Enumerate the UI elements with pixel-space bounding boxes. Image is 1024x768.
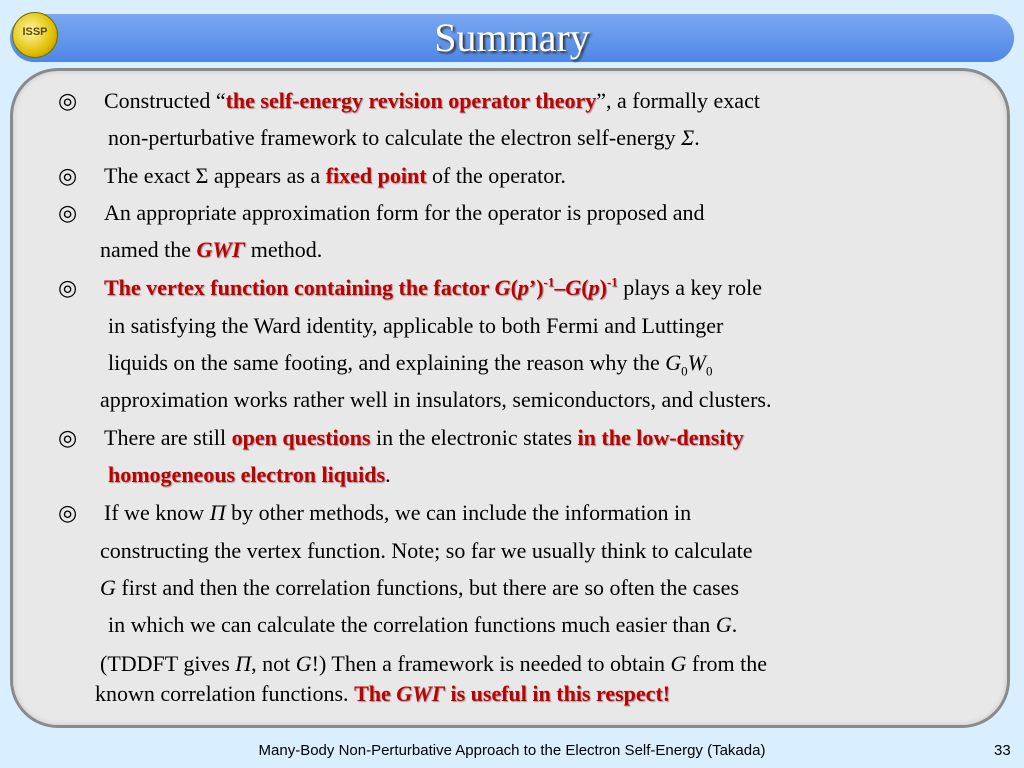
text: liquids on the same footing, and explaining the reason why the — [108, 350, 666, 375]
text: constructing the vertex function. Note; so far we usually think to calculate — [100, 538, 753, 563]
text: ’) — [528, 275, 544, 300]
text: ( — [581, 275, 589, 300]
green-function-symbol: G — [565, 275, 582, 300]
method-name: GWΓ — [396, 681, 445, 706]
text: , not — [251, 651, 296, 676]
text: . — [731, 612, 738, 637]
bullet-5-line-1 — [58, 425, 744, 451]
text: ”, a formally exact — [596, 88, 760, 113]
text: Constructed “ — [104, 88, 226, 113]
bullet-1-line-1 — [58, 88, 760, 114]
text: – — [554, 275, 566, 300]
polarization-symbol: Π — [209, 500, 226, 525]
sigma-symbol: Σ — [681, 125, 695, 150]
highlight-text — [354, 681, 670, 706]
bullet-4-line-2 — [108, 313, 723, 339]
highlight-text: in the low-density — [577, 425, 744, 450]
bullet-icon: ◎ — [58, 425, 78, 450]
highlight-text: GWΓ — [196, 237, 246, 262]
green-function-symbol: G — [295, 651, 312, 676]
bullet-icon: ◎ — [58, 88, 78, 113]
green-function-symbol: G — [100, 575, 116, 600]
text: non-perturbative framework to calculate the electron self-energy — [108, 125, 682, 150]
text: !) Then a framework is needed to obtain — [311, 651, 671, 676]
bullet-6-line-3 — [100, 575, 739, 601]
bullet-3-line-1 — [58, 200, 705, 226]
text: If we know — [104, 500, 210, 525]
green-function-symbol: G — [665, 350, 682, 375]
text: method. — [245, 237, 323, 262]
text: The exact Σ appears as a — [104, 163, 326, 188]
text: ) — [599, 275, 607, 300]
text: in which we can calculate the correlation functions much easier than — [108, 612, 716, 637]
bullet-4-line-4 — [100, 387, 771, 413]
text: first and then the correlation functions, but there are so often the cases — [115, 575, 740, 600]
text: approximation works rather well in insulators, semiconductors, and clusters. — [100, 387, 772, 412]
bullet-icon: ◎ — [58, 275, 78, 300]
footer-text: Many-Body Non-Perturbative Approach to the Electron Self-Energy (Takada) — [258, 742, 766, 759]
momentum-symbol: p — [517, 275, 529, 300]
text: is useful in this respect! — [445, 681, 671, 706]
highlight-text: fixed point — [325, 163, 427, 188]
bullet-4-line-3 — [108, 350, 713, 379]
highlight-text: the self-energy revision operator theory — [225, 88, 597, 113]
text: in satisfying the Ward identity, applicable to both Fermi and Luttinger — [108, 313, 724, 338]
text: There are still — [104, 425, 232, 450]
momentum-symbol: p — [588, 275, 600, 300]
bullet-5-line-2 — [108, 462, 391, 488]
bullet-6-line-2 — [100, 538, 752, 564]
text: ( — [510, 275, 518, 300]
bullet-6-line-6 — [95, 681, 670, 707]
bullet-6-line-1 — [58, 500, 691, 526]
highlight-text — [104, 275, 618, 300]
subscript: 0 — [705, 363, 713, 379]
exponent: -1 — [543, 274, 555, 290]
green-function-symbol: G — [670, 651, 687, 676]
text: plays a key role — [617, 275, 762, 300]
text: known correlation functions. — [95, 681, 355, 706]
text: An appropriate approximation form for the operator is proposed and — [104, 200, 705, 225]
text: The — [354, 681, 397, 706]
bullet-6-line-4 — [108, 612, 737, 638]
text: in the electronic states — [370, 425, 578, 450]
bullet-4-line-1 — [58, 275, 762, 301]
bullet-6-line-5 — [100, 651, 767, 677]
text: by other methods, we can include the information in — [225, 500, 692, 525]
screened-interaction-symbol: W — [687, 350, 706, 375]
bullet-icon: ◎ — [58, 500, 78, 525]
page-number: 33 — [994, 742, 1011, 759]
text: (TDDFT gives — [100, 651, 236, 676]
text: The vertex function containing the factor — [104, 275, 495, 300]
exponent: -1 — [606, 274, 618, 290]
bullet-icon: ◎ — [58, 163, 78, 188]
subscript: 0 — [681, 363, 688, 379]
highlight-text: open questions — [231, 425, 371, 450]
bullet-icon: ◎ — [58, 200, 78, 225]
highlight-text: homogeneous electron liquids — [108, 462, 386, 487]
green-function-symbol: G — [494, 275, 511, 300]
slide-title: Summary — [434, 15, 590, 60]
text: from the — [686, 651, 768, 676]
green-function-symbol: G — [715, 612, 732, 637]
polarization-symbol: Π — [235, 651, 252, 676]
logo-text: ISSP — [22, 26, 48, 38]
bullet-1-line-2 — [108, 125, 700, 151]
text: . — [694, 125, 700, 150]
text: named the — [100, 237, 197, 262]
text: of the operator. — [426, 163, 566, 188]
bullet-2-line-1 — [58, 163, 566, 189]
bullet-3-line-2 — [100, 237, 322, 263]
text: . — [385, 462, 391, 487]
